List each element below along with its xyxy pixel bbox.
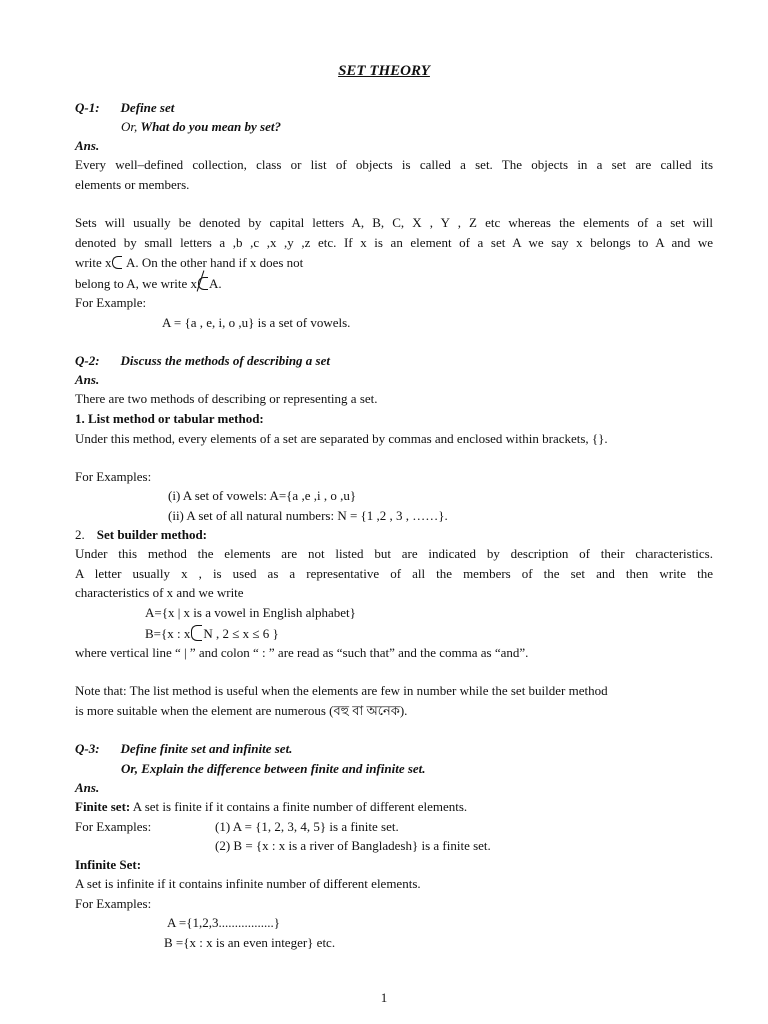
q2-setbuilder2: [145, 625, 645, 641]
q3-infinite-example2: B ={x : x is an even integer} etc.: [164, 935, 336, 950]
q1-label: Q-1:: [75, 100, 100, 115]
element-of-symbol: [191, 625, 202, 641]
q2-method1-desc: Under this method, every elements of a set are separated by commas and enclosed within brackets, {}.: [75, 431, 608, 446]
q1-example-label: For Example:: [75, 295, 147, 310]
q1-alt: What do you mean by set?: [140, 119, 281, 134]
q3-heading: [75, 741, 713, 757]
q1-notation-line1: Sets will usually be denoted by capital letters A, B, C, X , Y , Z etc whereas the elements of a set will: [75, 215, 713, 230]
q2-label: Q-2:: [75, 353, 100, 368]
q3-finite-text: A set is finite if it contains a finite number of different elements.: [130, 799, 468, 814]
q2-method2-line3: characteristics of x and we write: [75, 585, 244, 600]
q2-ans-label: Ans.: [75, 372, 100, 387]
q3-examples-label-2: For Examples:: [75, 896, 152, 911]
q3-ans-label: Ans.: [75, 780, 100, 795]
q1-question: Define set: [120, 100, 175, 115]
q2-setbuilder1: A={x | x is a vowel in English alphabet}: [145, 605, 356, 620]
q1-notation-line4: [75, 276, 713, 292]
q2-method2-number: 2.: [75, 527, 85, 542]
q1-alt-question: [121, 119, 621, 135]
q1-notation-line2: denoted by small letters a ,b ,c ,x ,y ,z etc. If x is an element of a set A we say x belongs to A and we: [75, 235, 713, 250]
q3-finite-label: Finite set:: [75, 799, 131, 814]
q1-or: Or,: [121, 119, 138, 134]
q2-method1-title: 1. List method or tabular method:: [75, 411, 264, 426]
q1-definition-line2: elements or members.: [75, 177, 190, 192]
q3-examples-label: For Examples:: [75, 819, 152, 834]
q3-infinite-example1: A ={1,2,3.................}: [167, 915, 280, 930]
q2-example2: (ii) A set of all natural numbers: N = {1 ,2 , 3 , ……}.: [168, 508, 448, 523]
q2-method2-title: Set builder method:: [96, 527, 208, 542]
q2-method2-line1: Under this method the elements are not listed but are indicated by description of their characteristics.: [75, 546, 713, 561]
q1-ans-label: Ans.: [75, 138, 100, 153]
q1-definition-line1: Every well–defined collection, class or list of objects is called a set. The objects in a set are called its: [75, 157, 713, 172]
q1-notation-line3: [75, 255, 713, 271]
q2-intro: There are two methods of describing or representing a set.: [75, 391, 378, 406]
q3-infinite-def: A set is infinite if it contains infinite number of different elements.: [75, 876, 421, 891]
q2-example1: (i) A set of vowels: A={a ,e ,i , o ,u}: [168, 488, 357, 503]
q2-note-line1: Note that: The list method is useful when the elements are few in number while the set builder method: [75, 683, 608, 698]
q1-belong: belong to A, we write x: [75, 276, 198, 291]
q2-setbuilder2-right: N , 2 ≤ x ≤ 6 }: [203, 626, 279, 641]
q3-finite-example1: (1) A = {1, 2, 3, 4, 5} is a finite set.: [215, 819, 399, 834]
q1-heading: [75, 100, 713, 116]
q3-infinite-label: Infinite Set:: [75, 857, 142, 872]
q2-setbuilder2-left: B={x : x: [145, 626, 191, 641]
q3-question: Define finite set and infinite set.: [120, 741, 293, 756]
q2-examples-label: For Examples:: [75, 469, 152, 484]
page-number: 1: [380, 990, 388, 1005]
q2-vertical-line-note: where vertical line “ | ” and colon “ : ” are read as “such that” and the comma as “and”.: [75, 645, 529, 660]
q2-note-line2: is more suitable when the element are numerous (বহু বা অনেক).: [75, 703, 408, 718]
element-of-symbol: [112, 256, 122, 269]
q2-method2-heading: [75, 527, 713, 543]
q2-question: Discuss the methods of describing a set: [120, 353, 331, 368]
q3-label: Q-3:: [75, 741, 100, 756]
q2-method2-line2: A letter usually x , is used as a representative of all the members of the set and then write the: [75, 566, 713, 581]
q1-example: A = {a , e, i, o ,u} is a set of vowels.: [162, 315, 351, 330]
q3-alt-question: Or, Explain the difference between finite and infinite set.: [121, 761, 426, 776]
q1-other-hand: A. On the other hand if x does not: [123, 255, 304, 270]
page-title: SET THEORY: [338, 63, 430, 79]
q3-finite-def: [75, 799, 713, 815]
not-element-of-symbol: [197, 276, 209, 292]
q3-finite-example2: (2) B = {x : x is a river of Bangladesh} is a finite set.: [215, 838, 491, 853]
q1-belong-end: A.: [209, 276, 222, 291]
q2-heading: [75, 353, 713, 369]
q1-write-x: write x: [75, 255, 112, 270]
